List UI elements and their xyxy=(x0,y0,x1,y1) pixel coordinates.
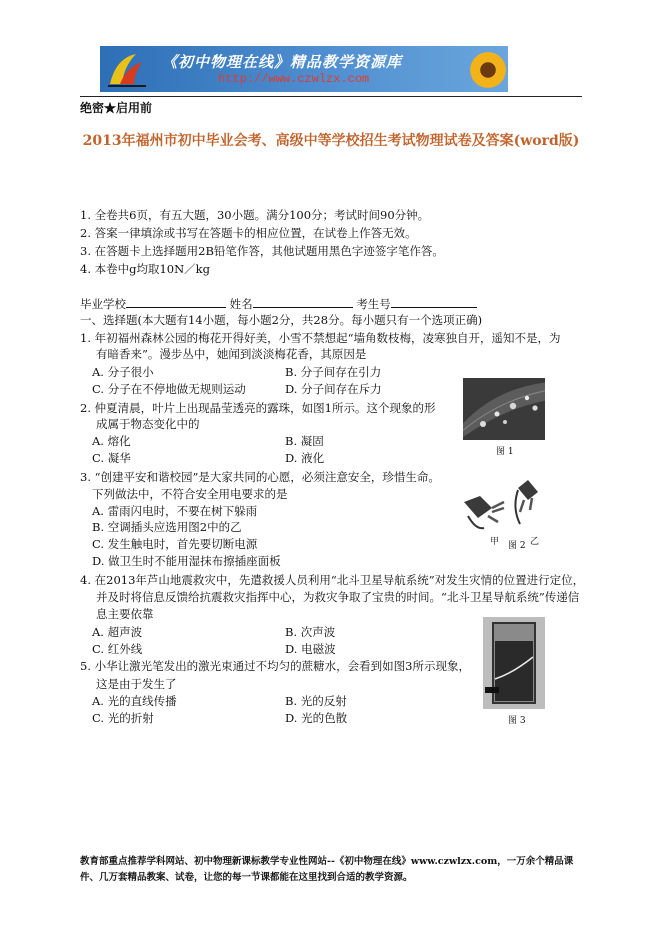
q2-option-d: D. 液化 xyxy=(285,451,325,465)
q1-stem-line1: 1. 年初福州森林公园的梅花开得好美，小雪不禁想起“墙角数枝梅，凌寒独自开，遥知不是，为 xyxy=(80,331,561,345)
name-field[interactable] xyxy=(253,296,353,308)
q5-stem-line1: 5. 小华让激光笔发出的激光束通过不均匀的蔗糖水，会看到如图3所示现象， xyxy=(80,659,470,673)
instruction-3: 3. 在答题卡上选择题用2B铅笔作答，其他试题用黑色字迹签字笔作答。 xyxy=(80,244,444,258)
banner-url[interactable]: http://www.czwlzx.com xyxy=(218,72,370,86)
plug-jia-icon xyxy=(464,496,504,528)
q3-stem-line2: 下列做法中，不符合安全用电要求的是 xyxy=(92,487,288,501)
q4-stem-line2: 并及时将信息反馈给抗震救灾指挥中心，为救灾争取了宝贵的时间。“北斗卫星导航系统”传递信 xyxy=(96,590,580,604)
q2-option-a: A. 熔化 xyxy=(92,434,131,448)
secret-label: 绝密★启用前 xyxy=(80,101,153,115)
figure-1-image xyxy=(463,378,545,440)
site-banner xyxy=(100,46,508,92)
exam-no-label: 考生号 xyxy=(356,297,391,311)
q4-stem-line1: 4. 在2013年芦山地震救灾中，先遣救援人员利用“北斗卫星导航系统”对发生灾情的位置进行定位， xyxy=(80,573,585,587)
plug-yi-icon xyxy=(515,480,538,524)
figure-1-caption: 图 1 xyxy=(496,447,514,457)
figure-3-caption: 图 3 xyxy=(508,716,526,726)
q1-option-b: B. 分子间存在引力 xyxy=(285,365,382,379)
q3-option-d: D. 做卫生时不能用湿抹布擦插座面板 xyxy=(92,554,281,568)
instruction-1: 1. 全卷共6页，有五大题，30小题。满分100分；考试时间90分钟。 xyxy=(80,208,430,222)
exam-no-field[interactable] xyxy=(391,296,477,308)
q5-option-b: B. 光的反射 xyxy=(285,694,347,708)
q1-option-a: A. 分子很小 xyxy=(92,365,154,379)
sunflower-icon xyxy=(470,52,506,88)
school-field[interactable] xyxy=(126,296,226,308)
footer-line-1: 教育部重点推荐学科网站、初中物理新课标教学专业性网站--《初中物理在线》www.czwlzx.com，一万余个精品课 xyxy=(80,856,574,867)
q3-option-c: C. 发生触电时，首先要切断电源 xyxy=(92,537,258,551)
q3-stem-line1: 3. “创建平安和谐校园”是大家共同的心愿，必须注意安全，珍惜生命。 xyxy=(80,470,440,484)
q4-option-b: B. 次声波 xyxy=(285,625,336,639)
figure-2-label-yi: 乙 xyxy=(530,537,540,547)
instruction-4: 4. 本卷中g均取10N／kg xyxy=(80,262,211,276)
q5-option-c: C. 光的折射 xyxy=(92,711,154,725)
q2-option-c: C. 凝华 xyxy=(92,451,131,465)
q5-stem-line2: 这是由于发生了 xyxy=(96,677,177,691)
q2-stem-line2: 成属于物态变化中的 xyxy=(96,417,200,431)
figure-2-caption: 图 2 xyxy=(508,541,526,551)
q4-option-c: C. 红外线 xyxy=(92,642,143,656)
beaker-laser-icon xyxy=(483,617,545,709)
student-info-row xyxy=(80,296,477,312)
site-logo-icon xyxy=(106,50,148,88)
document-title: 2013年福州市初中毕业会考、高级中等学校招生考试物理试卷及答案(word版) xyxy=(82,133,580,149)
q4-option-d: D. 电磁波 xyxy=(285,642,336,656)
q5-option-a: A. 光的直线传播 xyxy=(92,694,177,708)
q1-stem-line2: 有暗香来”。漫步丛中，她闻到淡淡梅花香，其原因是 xyxy=(96,347,367,361)
q1-option-d: D. 分子间存在斥力 xyxy=(285,382,382,396)
q5-option-d: D. 光的色散 xyxy=(285,711,348,725)
name-label: 姓名 xyxy=(229,297,253,311)
figure-2-label-jia: 甲 xyxy=(490,537,500,547)
section-heading: 一、选择题(本大题有14小题，每小题2分，共28分。每小题只有一个选项正确) xyxy=(80,313,483,327)
q3-option-a: A. 雷雨闪电时，不要在树下躲雨 xyxy=(92,504,258,518)
q2-option-b: B. 凝固 xyxy=(285,434,324,448)
q2-stem-line1: 2. 仲夏清晨，叶片上出现晶莹透亮的露珠，如图1所示。这个现象的形 xyxy=(80,401,436,415)
q1-option-c: C. 分子在不停地做无规则运动 xyxy=(92,382,246,396)
instruction-2: 2. 答案一律填涂或书写在答题卡的相应位置，在试卷上作答无效。 xyxy=(80,226,417,240)
q3-option-b: B. 空调插头应选用图2中的乙 xyxy=(92,520,242,534)
figure-3-image xyxy=(483,617,545,709)
leaf-dew-icon xyxy=(463,378,545,440)
figure-2-plugs xyxy=(458,478,554,534)
school-label: 毕业学校 xyxy=(80,297,126,311)
q4-stem-line3: 息主要依靠 xyxy=(96,607,154,621)
header-rule xyxy=(80,96,582,97)
page-footer xyxy=(80,854,585,886)
banner-title: 《初中物理在线》精品教学资源库 xyxy=(162,53,403,71)
footer-line-2: 件、几万套精品教案、试卷，让您的每一节课都能在这里找到合适的教学资源。 xyxy=(80,872,413,883)
q4-option-a: A. 超声波 xyxy=(92,625,143,639)
